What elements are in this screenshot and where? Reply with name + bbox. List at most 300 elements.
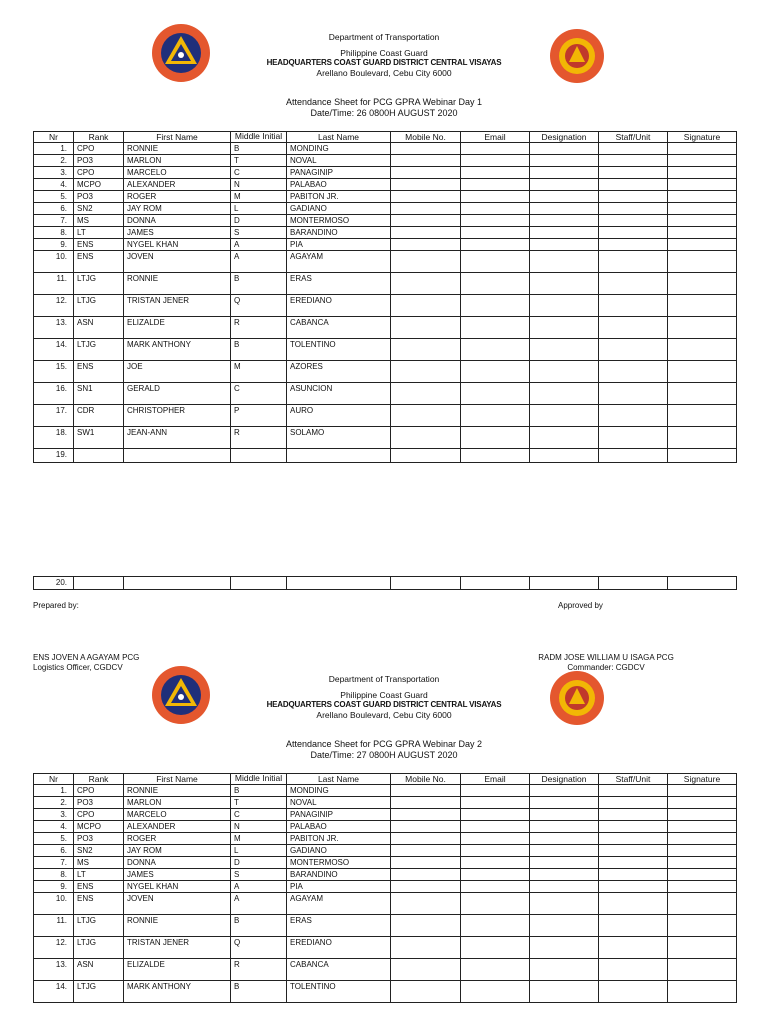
staff-unit-cell <box>599 295 668 317</box>
rank-cell: ENS <box>74 251 124 273</box>
email-cell <box>461 361 530 383</box>
staff-unit-cell <box>599 167 668 179</box>
email-cell <box>461 937 530 959</box>
middle-initial-cell: R <box>231 959 287 981</box>
staff-unit-cell <box>599 869 668 881</box>
email-cell <box>461 273 530 295</box>
staff-unit-cell <box>599 317 668 339</box>
column-header: Last Name <box>287 774 391 785</box>
row-number: 4. <box>34 179 74 191</box>
first-name-cell: JOVEN <box>124 893 231 915</box>
mobile-cell <box>391 339 461 361</box>
designation-cell <box>530 179 599 191</box>
email-cell <box>461 915 530 937</box>
table-row <box>34 155 737 167</box>
last-name-cell: MONTERMOSO <box>287 857 391 869</box>
email-cell <box>461 981 530 1003</box>
column-header: Middle Initial <box>231 774 287 785</box>
last-name-cell: MONDING <box>287 785 391 797</box>
mobile-cell <box>391 797 461 809</box>
designation-cell <box>530 361 599 383</box>
table-row <box>34 427 737 449</box>
rank-cell: SN2 <box>74 203 124 215</box>
rank-cell: ENS <box>74 881 124 893</box>
email-cell <box>461 317 530 339</box>
signature-cell <box>668 427 737 449</box>
last-name-cell: AURO <box>287 405 391 427</box>
table-row <box>34 167 737 179</box>
designation-cell <box>530 937 599 959</box>
table-row <box>34 915 737 937</box>
attendance-table-row20 <box>33 576 737 590</box>
rank-cell: LTJG <box>74 981 124 1003</box>
column-header: Designation <box>530 774 599 785</box>
mobile-cell <box>391 981 461 1003</box>
mobile-cell <box>391 449 461 463</box>
sheet1-title: Attendance Sheet for PCG GPRA Webinar Day 1 <box>286 97 482 107</box>
attendance-table-day2 <box>33 773 737 1003</box>
table-row <box>34 143 737 155</box>
column-header: Email <box>461 774 530 785</box>
preparer-signature-block <box>33 653 139 673</box>
email-cell <box>461 449 530 463</box>
middle-initial-cell: Q <box>231 937 287 959</box>
middle-initial-cell: M <box>231 191 287 203</box>
email-cell <box>461 227 530 239</box>
designation-cell <box>530 845 599 857</box>
signature-cell <box>668 405 737 427</box>
middle-initial-cell: N <box>231 179 287 191</box>
designation-cell <box>530 405 599 427</box>
last-name-cell: AGAYAM <box>287 251 391 273</box>
mobile-cell <box>391 959 461 981</box>
letterhead <box>0 674 768 720</box>
last-name-cell: ASUNCION <box>287 383 391 405</box>
agency: Philippine Coast Guard <box>340 690 428 700</box>
designation-cell <box>530 383 599 405</box>
rank-cell: SN1 <box>74 383 124 405</box>
last-name-cell: PABITON JR. <box>287 833 391 845</box>
signature-cell <box>668 361 737 383</box>
rank-cell: LTJG <box>74 273 124 295</box>
designation-cell <box>530 449 599 463</box>
column-header: Middle Initial <box>231 132 287 143</box>
middle-initial-cell: A <box>231 239 287 251</box>
middle-initial-cell: B <box>231 143 287 155</box>
signature-cell <box>668 893 737 915</box>
rank-cell: CDR <box>74 405 124 427</box>
email-cell <box>461 251 530 273</box>
staff-unit-cell <box>599 405 668 427</box>
mobile-cell <box>391 881 461 893</box>
mobile-cell <box>391 833 461 845</box>
column-header: Nr <box>34 132 74 143</box>
address: Arellano Boulevard, Cebu City 6000 <box>316 68 452 78</box>
rank-cell: CPO <box>74 785 124 797</box>
middle-initial-cell: A <box>231 893 287 915</box>
middle-initial-cell: L <box>231 845 287 857</box>
email-cell <box>461 143 530 155</box>
email-cell <box>461 869 530 881</box>
table-row <box>34 251 737 273</box>
mobile-cell <box>391 273 461 295</box>
row-number: 9. <box>34 239 74 251</box>
prepared-by-label: Prepared by: <box>33 601 79 610</box>
signature-cell <box>668 857 737 869</box>
first-name-cell: JAY ROM <box>124 845 231 857</box>
first-name-cell: RONNIE <box>124 915 231 937</box>
middle-initial-cell: R <box>231 427 287 449</box>
rank-cell: PO3 <box>74 797 124 809</box>
email-cell <box>461 295 530 317</box>
row-number: 12. <box>34 937 74 959</box>
mobile-cell <box>391 427 461 449</box>
first-name-cell: JOE <box>124 361 231 383</box>
last-name-cell: NOVAL <box>287 155 391 167</box>
table-row <box>34 881 737 893</box>
email-cell <box>461 833 530 845</box>
mobile-cell <box>391 383 461 405</box>
middle-initial-cell: C <box>231 167 287 179</box>
signature-cell <box>668 959 737 981</box>
designation-cell <box>530 981 599 1003</box>
mobile-cell <box>391 821 461 833</box>
table-row <box>34 361 737 383</box>
rank-cell: LT <box>74 869 124 881</box>
first-name-cell: ELIZALDE <box>124 959 231 981</box>
last-name-cell: BARANDINO <box>287 869 391 881</box>
column-header: Mobile No. <box>391 774 461 785</box>
designation-cell <box>530 203 599 215</box>
designation-cell <box>530 809 599 821</box>
sheet-title <box>0 739 768 760</box>
designation-cell <box>530 959 599 981</box>
signature-cell <box>668 273 737 295</box>
staff-unit-cell <box>599 191 668 203</box>
rank-cell: ENS <box>74 239 124 251</box>
staff-unit-cell <box>599 845 668 857</box>
table-row <box>34 203 737 215</box>
sheet-title <box>0 97 768 118</box>
email-cell <box>461 155 530 167</box>
email-cell <box>461 179 530 191</box>
row-number: 14. <box>34 981 74 1003</box>
last-name-cell: TOLENTINO <box>287 339 391 361</box>
email-cell <box>461 785 530 797</box>
middle-initial-cell: N <box>231 821 287 833</box>
table-row <box>34 833 737 845</box>
row-number: 3. <box>34 809 74 821</box>
middle-initial-cell: P <box>231 405 287 427</box>
email-cell <box>461 405 530 427</box>
staff-unit-cell <box>599 857 668 869</box>
sheet2-datetime: Date/Time: 27 0800H AUGUST 2020 <box>310 749 458 760</box>
row-number: 13. <box>34 959 74 981</box>
rank-cell: LTJG <box>74 915 124 937</box>
signature-cell <box>668 937 737 959</box>
rank-cell: CPO <box>74 143 124 155</box>
signature-cell <box>668 239 737 251</box>
attendance-table-day1 <box>33 131 737 463</box>
table-row <box>34 339 737 361</box>
sheet2-title: Attendance Sheet for PCG GPRA Webinar Day 2 <box>286 739 482 749</box>
first-name-cell: ROGER <box>124 191 231 203</box>
signature-cell <box>668 383 737 405</box>
row-number: 13. <box>34 317 74 339</box>
staff-unit-cell <box>599 881 668 893</box>
first-name-cell: JOVEN <box>124 251 231 273</box>
table-row <box>34 449 737 463</box>
staff-unit-cell <box>599 959 668 981</box>
middle-initial-cell: C <box>231 383 287 405</box>
row-number: 10. <box>34 893 74 915</box>
row-number: 10. <box>34 251 74 273</box>
signature-cell <box>668 845 737 857</box>
middle-initial-cell: B <box>231 339 287 361</box>
row-number: 7. <box>34 215 74 227</box>
last-name-cell: PANAGINIP <box>287 809 391 821</box>
staff-unit-cell <box>599 251 668 273</box>
signature-cell <box>668 143 737 155</box>
designation-cell <box>530 821 599 833</box>
preparer-position: Logistics Officer, CGDCV <box>33 663 123 672</box>
rank-cell: ASN <box>74 959 124 981</box>
middle-initial-cell: B <box>231 981 287 1003</box>
table-row <box>34 797 737 809</box>
first-name-cell: ROGER <box>124 833 231 845</box>
designation-cell <box>530 881 599 893</box>
signature-cell <box>668 215 737 227</box>
mobile-cell <box>391 143 461 155</box>
column-header: Mobile No. <box>391 132 461 143</box>
mobile-cell <box>391 227 461 239</box>
first-name-cell: ELIZALDE <box>124 317 231 339</box>
table-row <box>34 383 737 405</box>
first-name-cell: MARK ANTHONY <box>124 981 231 1003</box>
table-row <box>34 179 737 191</box>
rank-cell: MCPO <box>74 821 124 833</box>
column-header: Rank <box>74 774 124 785</box>
row-number: 15. <box>34 361 74 383</box>
row-number: 6. <box>34 203 74 215</box>
signature-cell <box>668 295 737 317</box>
rank-cell: LTJG <box>74 295 124 317</box>
table-row <box>34 821 737 833</box>
first-name-cell: JAY ROM <box>124 203 231 215</box>
table-row <box>34 405 737 427</box>
staff-unit-cell <box>599 915 668 937</box>
first-name-cell: GERALD <box>124 383 231 405</box>
column-header: Rank <box>74 132 124 143</box>
rank-cell: MS <box>74 857 124 869</box>
column-header: Last Name <box>287 132 391 143</box>
first-name-cell: MARCELO <box>124 809 231 821</box>
last-name-cell: PIA <box>287 881 391 893</box>
designation-cell <box>530 317 599 339</box>
approver-position: Commander: CGDCV <box>567 663 645 672</box>
mobile-cell <box>391 361 461 383</box>
email-cell <box>461 339 530 361</box>
last-name-cell: AZORES <box>287 361 391 383</box>
last-name-cell: MONTERMOSO <box>287 215 391 227</box>
email-cell <box>461 383 530 405</box>
department: Department of Transportation <box>328 32 440 42</box>
first-name-cell: JEAN-ANN <box>124 427 231 449</box>
middle-initial-cell: C <box>231 809 287 821</box>
middle-initial-cell: M <box>231 833 287 845</box>
mobile-cell <box>391 845 461 857</box>
last-name-cell: MONDING <box>287 143 391 155</box>
signature-cell <box>668 449 737 463</box>
table-row <box>34 295 737 317</box>
mobile-cell <box>391 857 461 869</box>
signature-cell <box>668 785 737 797</box>
hq-name: HEADQUARTERS COAST GUARD DISTRICT CENTRAL VISAYAS <box>266 58 502 67</box>
mobile-cell <box>391 295 461 317</box>
table-row <box>34 809 737 821</box>
rank-cell: SN2 <box>74 845 124 857</box>
rank-cell: CPO <box>74 809 124 821</box>
middle-initial-cell: D <box>231 215 287 227</box>
email-cell <box>461 857 530 869</box>
middle-initial-cell: L <box>231 203 287 215</box>
middle-initial-cell: B <box>231 273 287 295</box>
email-cell <box>461 821 530 833</box>
row-number: 12. <box>34 295 74 317</box>
last-name-cell: TOLENTINO <box>287 981 391 1003</box>
signature-cell <box>668 833 737 845</box>
last-name-cell: AGAYAM <box>287 893 391 915</box>
designation-cell <box>530 191 599 203</box>
rank-cell: ENS <box>74 361 124 383</box>
row-number: 6. <box>34 845 74 857</box>
last-name-cell: CABANCA <box>287 317 391 339</box>
last-name-cell <box>287 449 391 463</box>
row-number: 7. <box>34 857 74 869</box>
first-name-cell: NYGEL KHAN <box>124 881 231 893</box>
mobile-cell <box>391 239 461 251</box>
row-number: 16. <box>34 383 74 405</box>
designation-cell <box>530 155 599 167</box>
column-header: Staff/Unit <box>599 132 668 143</box>
staff-unit-cell <box>599 383 668 405</box>
row-number: 2. <box>34 155 74 167</box>
staff-unit-cell <box>599 143 668 155</box>
signature-cell <box>668 339 737 361</box>
column-header: Email <box>461 132 530 143</box>
row-number: 20. <box>34 577 74 590</box>
email-cell <box>461 191 530 203</box>
column-header: Designation <box>530 132 599 143</box>
staff-unit-cell <box>599 179 668 191</box>
signature-cell <box>668 797 737 809</box>
signature-cell <box>668 809 737 821</box>
middle-initial-cell: B <box>231 785 287 797</box>
row-number: 14. <box>34 339 74 361</box>
staff-unit-cell <box>599 833 668 845</box>
designation-cell <box>530 915 599 937</box>
middle-initial-cell <box>231 449 287 463</box>
designation-cell <box>530 869 599 881</box>
staff-unit-cell <box>599 785 668 797</box>
mobile-cell <box>391 915 461 937</box>
staff-unit-cell <box>599 937 668 959</box>
last-name-cell: GADIANO <box>287 845 391 857</box>
last-name-cell: PIA <box>287 239 391 251</box>
email-cell <box>461 167 530 179</box>
signature-cell <box>668 251 737 273</box>
mobile-cell <box>391 215 461 227</box>
row-number: 11. <box>34 915 74 937</box>
mobile-cell <box>391 809 461 821</box>
staff-unit-cell <box>599 361 668 383</box>
designation-cell <box>530 167 599 179</box>
signature-cell <box>668 915 737 937</box>
rank-cell: MS <box>74 215 124 227</box>
preparer-name: ENS JOVEN A AGAYAM PCG <box>33 653 140 662</box>
row-number: 4. <box>34 821 74 833</box>
designation-cell <box>530 273 599 295</box>
column-header: Signature <box>668 774 737 785</box>
designation-cell <box>530 239 599 251</box>
table-row <box>34 785 737 797</box>
mobile-cell <box>391 317 461 339</box>
staff-unit-cell <box>599 227 668 239</box>
first-name-cell: ALEXANDER <box>124 821 231 833</box>
last-name-cell: ERAS <box>287 915 391 937</box>
mobile-cell <box>391 251 461 273</box>
table-header <box>34 132 737 143</box>
first-name-cell: DONNA <box>124 857 231 869</box>
row-number: 2. <box>34 797 74 809</box>
first-name-cell: MARCELO <box>124 167 231 179</box>
table-row <box>34 191 737 203</box>
first-name-cell: MARK ANTHONY <box>124 339 231 361</box>
mobile-cell <box>391 405 461 427</box>
signature-cell <box>668 869 737 881</box>
rank-cell: CPO <box>74 167 124 179</box>
email-cell <box>461 809 530 821</box>
column-header: Staff/Unit <box>599 774 668 785</box>
mobile-cell <box>391 203 461 215</box>
rank-cell: PO3 <box>74 191 124 203</box>
first-name-cell: JAMES <box>124 869 231 881</box>
designation-cell <box>530 893 599 915</box>
column-header: Signature <box>668 132 737 143</box>
rank-cell: LTJG <box>74 339 124 361</box>
staff-unit-cell <box>599 797 668 809</box>
rank-cell: ASN <box>74 317 124 339</box>
first-name-cell: TRISTAN JENER <box>124 937 231 959</box>
column-header: First Name <box>124 774 231 785</box>
last-name-cell: EREDIANO <box>287 937 391 959</box>
mobile-cell <box>391 893 461 915</box>
letterhead <box>0 32 768 78</box>
column-header: Nr <box>34 774 74 785</box>
row-number: 9. <box>34 881 74 893</box>
signature-cell <box>668 981 737 1003</box>
signature-cell <box>668 227 737 239</box>
middle-initial-cell: M <box>231 361 287 383</box>
staff-unit-cell <box>599 809 668 821</box>
signature-cell <box>668 191 737 203</box>
middle-initial-cell: S <box>231 869 287 881</box>
email-cell <box>461 215 530 227</box>
middle-initial-cell: A <box>231 881 287 893</box>
first-name-cell: ALEXANDER <box>124 179 231 191</box>
approver-name: RADM JOSE WILLIAM U ISAGA PCG <box>538 653 674 662</box>
rank-cell: PO3 <box>74 833 124 845</box>
